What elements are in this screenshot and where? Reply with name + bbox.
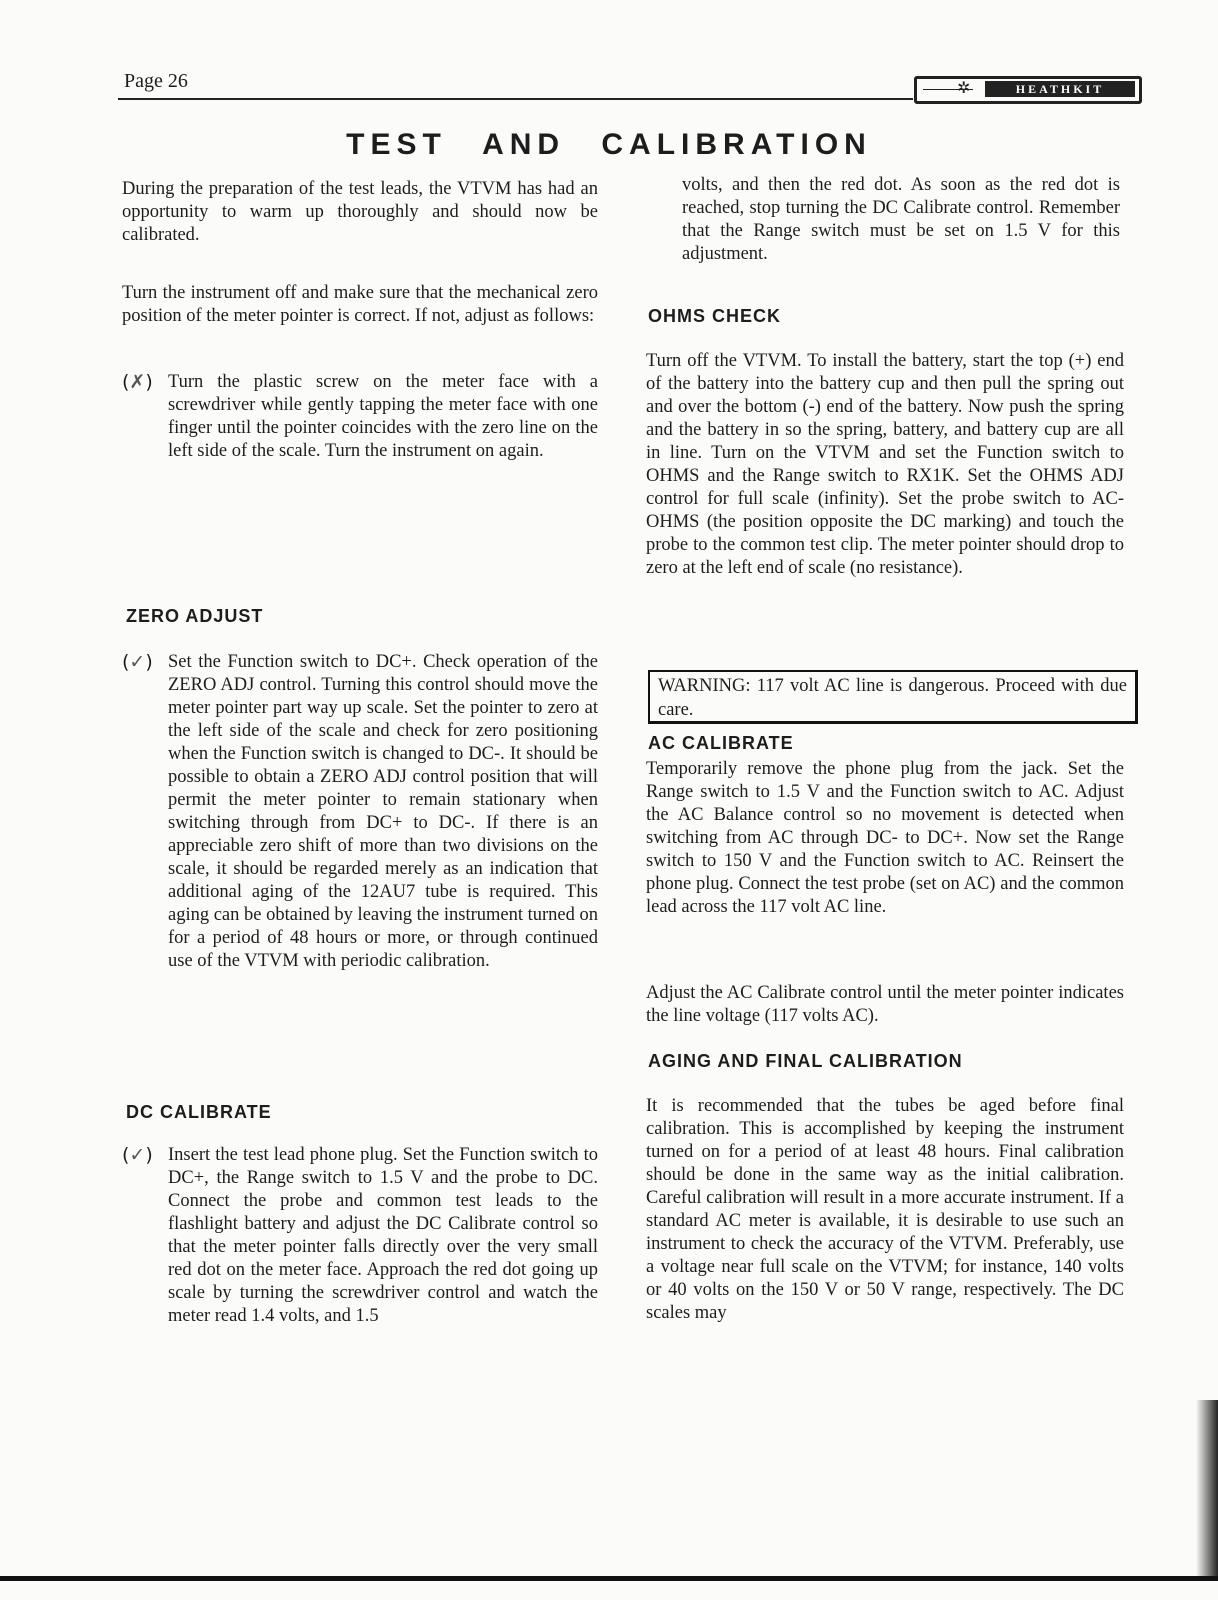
logo-emblem-icon: ✲ xyxy=(957,80,971,97)
left-column-intro2 xyxy=(122,282,598,328)
ac-calibrate-text-1: Temporarily remove the phone plug from the jack. Set the Range switch to 1.5 V and the Function switch to AC. Adjust the AC Balance control so no movement is detected when switching from AC through DC- to DC+. Now set the Range switch to 150 V and the Function switch to AC. Reinsert the phone plug. Connect the test probe (set on AC) and the common lead across the 117 volt AC line. xyxy=(646,759,1124,917)
step-text: Set the Function switch to DC+. Check operation of the ZERO ADJ control. Turning this control should move the meter pointer part way up scale. Set the pointer to zero at the left side of the scale and check for zero positioning when the Function switch is changed to DC-. It should be possible to obtain a ZERO ADJ control position that will permit the meter pointer to remain stationary when switching through from DC+ to DC-. If there is an appreciable zero shift of more than two divisions on the scale, it should be regarded merely as an indication that additional aging of the 12AU7 tube is required. This aging can be obtained by leaving the instrument turned on for a period of 48 hours or more, or through continued use of the VTVM with periodic calibration. xyxy=(168,652,599,971)
bottom-scan-edge xyxy=(0,1576,1218,1581)
aging-text: It is recommended that the tubes be aged before final calibration. This is accomplished by keeping the instrument turned on for a period of at least 48 hours. Final calibration should be done in the same way as the initial calibration. Careful calibration will result in a more accurate instrument. If a standard AC meter is available, it is desirable to use such an instrument to check the accuracy of the VTVM. Preferably, use a voltage near full scale on the VTVM; for instance, 140 volts or 40 volts on the 150 V or 50 V range, respectively. The DC scales may xyxy=(646,1096,1124,1323)
checkmark-icon: (✓) xyxy=(122,651,153,673)
ohms-check-heading: OHMS CHECK xyxy=(648,306,782,326)
ac-calibrate-section-2 xyxy=(646,982,1124,1028)
header-rule xyxy=(118,98,913,100)
step-item xyxy=(122,1144,598,1328)
step-text: Insert the test lead phone plug. Set the Function switch to DC+, the Range switch to 1.5 V and the probe to DC. Connect the probe and common test leads to the flashlight battery and adjust the DC Calibrate control so that the meter pointer falls directly over the very small red dot on the meter face. Approach the red dot going up scale by turning the screwdriver control and watch the meter read 1.4 volts, and 1.5 xyxy=(168,1145,598,1326)
checkmark-icon: (✗) xyxy=(122,371,153,393)
step-item xyxy=(122,371,598,463)
left-column xyxy=(122,178,598,247)
dc-calibrate-continued xyxy=(682,174,1120,266)
ohms-check-text: Turn off the VTVM. To install the battery, start the top (+) end of the battery into the battery cup and then pull the spring out and over the bottom (-) end of the battery. Now push the spring and the battery in so the spring, battery, and battery cup are all in line. Turn on the VTVM and set the Function switch to OHMS and the Range switch to RX1K. Set the OHMS ADJ control for full scale (infinity). Set the probe switch to AC-OHMS (the position opposite the DC marking) and touch the probe to the common test clip. The meter pointer should drop to zero at the left end of scale (no resistance). xyxy=(646,351,1124,578)
intro-paragraph-1: During the preparation of the test leads, the VTVM has had an opportunity to warm up thoroughly and should now be calibrated. xyxy=(122,179,598,245)
ohms-check-section xyxy=(646,350,1124,580)
mechanical-zero-step xyxy=(122,371,598,463)
ac-calibrate-section xyxy=(646,758,1124,919)
scan-edge-shadow xyxy=(1196,1400,1218,1580)
zero-adjust-step xyxy=(122,651,598,973)
warning-box: WARNING: 117 volt AC line is dangerous. Proceed with due care. xyxy=(648,670,1138,724)
zero-adjust-heading: ZERO ADJUST xyxy=(126,606,264,626)
step-item xyxy=(122,651,598,973)
aging-section xyxy=(646,1095,1124,1325)
step-text: Turn the plastic screw on the meter face with a screwdriver while gently tapping the meter face with one finger until the pointer coincides with the zero line on the left side of the scale. Turn the instrument on again. xyxy=(168,372,598,461)
ac-calibrate-text-2: Adjust the AC Calibrate control until the meter pointer indicates the line voltage (117 volts AC). xyxy=(646,983,1124,1026)
dc-calibrate-step xyxy=(122,1144,598,1328)
logo-text: HEATHKIT xyxy=(985,81,1135,97)
ac-calibrate-heading: AC CALIBRATE xyxy=(648,733,794,753)
dc-calibrate-heading: DC CALIBRATE xyxy=(126,1102,272,1122)
page-number: Page 26 xyxy=(124,70,188,92)
page-title: TEST AND CALIBRATION xyxy=(346,128,872,161)
heathkit-logo xyxy=(914,76,1142,104)
aging-heading: AGING AND FINAL CALIBRATION xyxy=(648,1051,963,1071)
checkmark-icon: (✓) xyxy=(122,1144,153,1166)
intro-paragraph-2: Turn the instrument off and make sure that the mechanical zero position of the meter pointer is correct. If not, adjust as follows: xyxy=(122,283,598,326)
dc-continued-text: volts, and then the red dot. As soon as the red dot is reached, stop turning the DC Calibrate control. Remember that the Range switch must be set on 1.5 V for this adjustment. xyxy=(682,175,1120,264)
